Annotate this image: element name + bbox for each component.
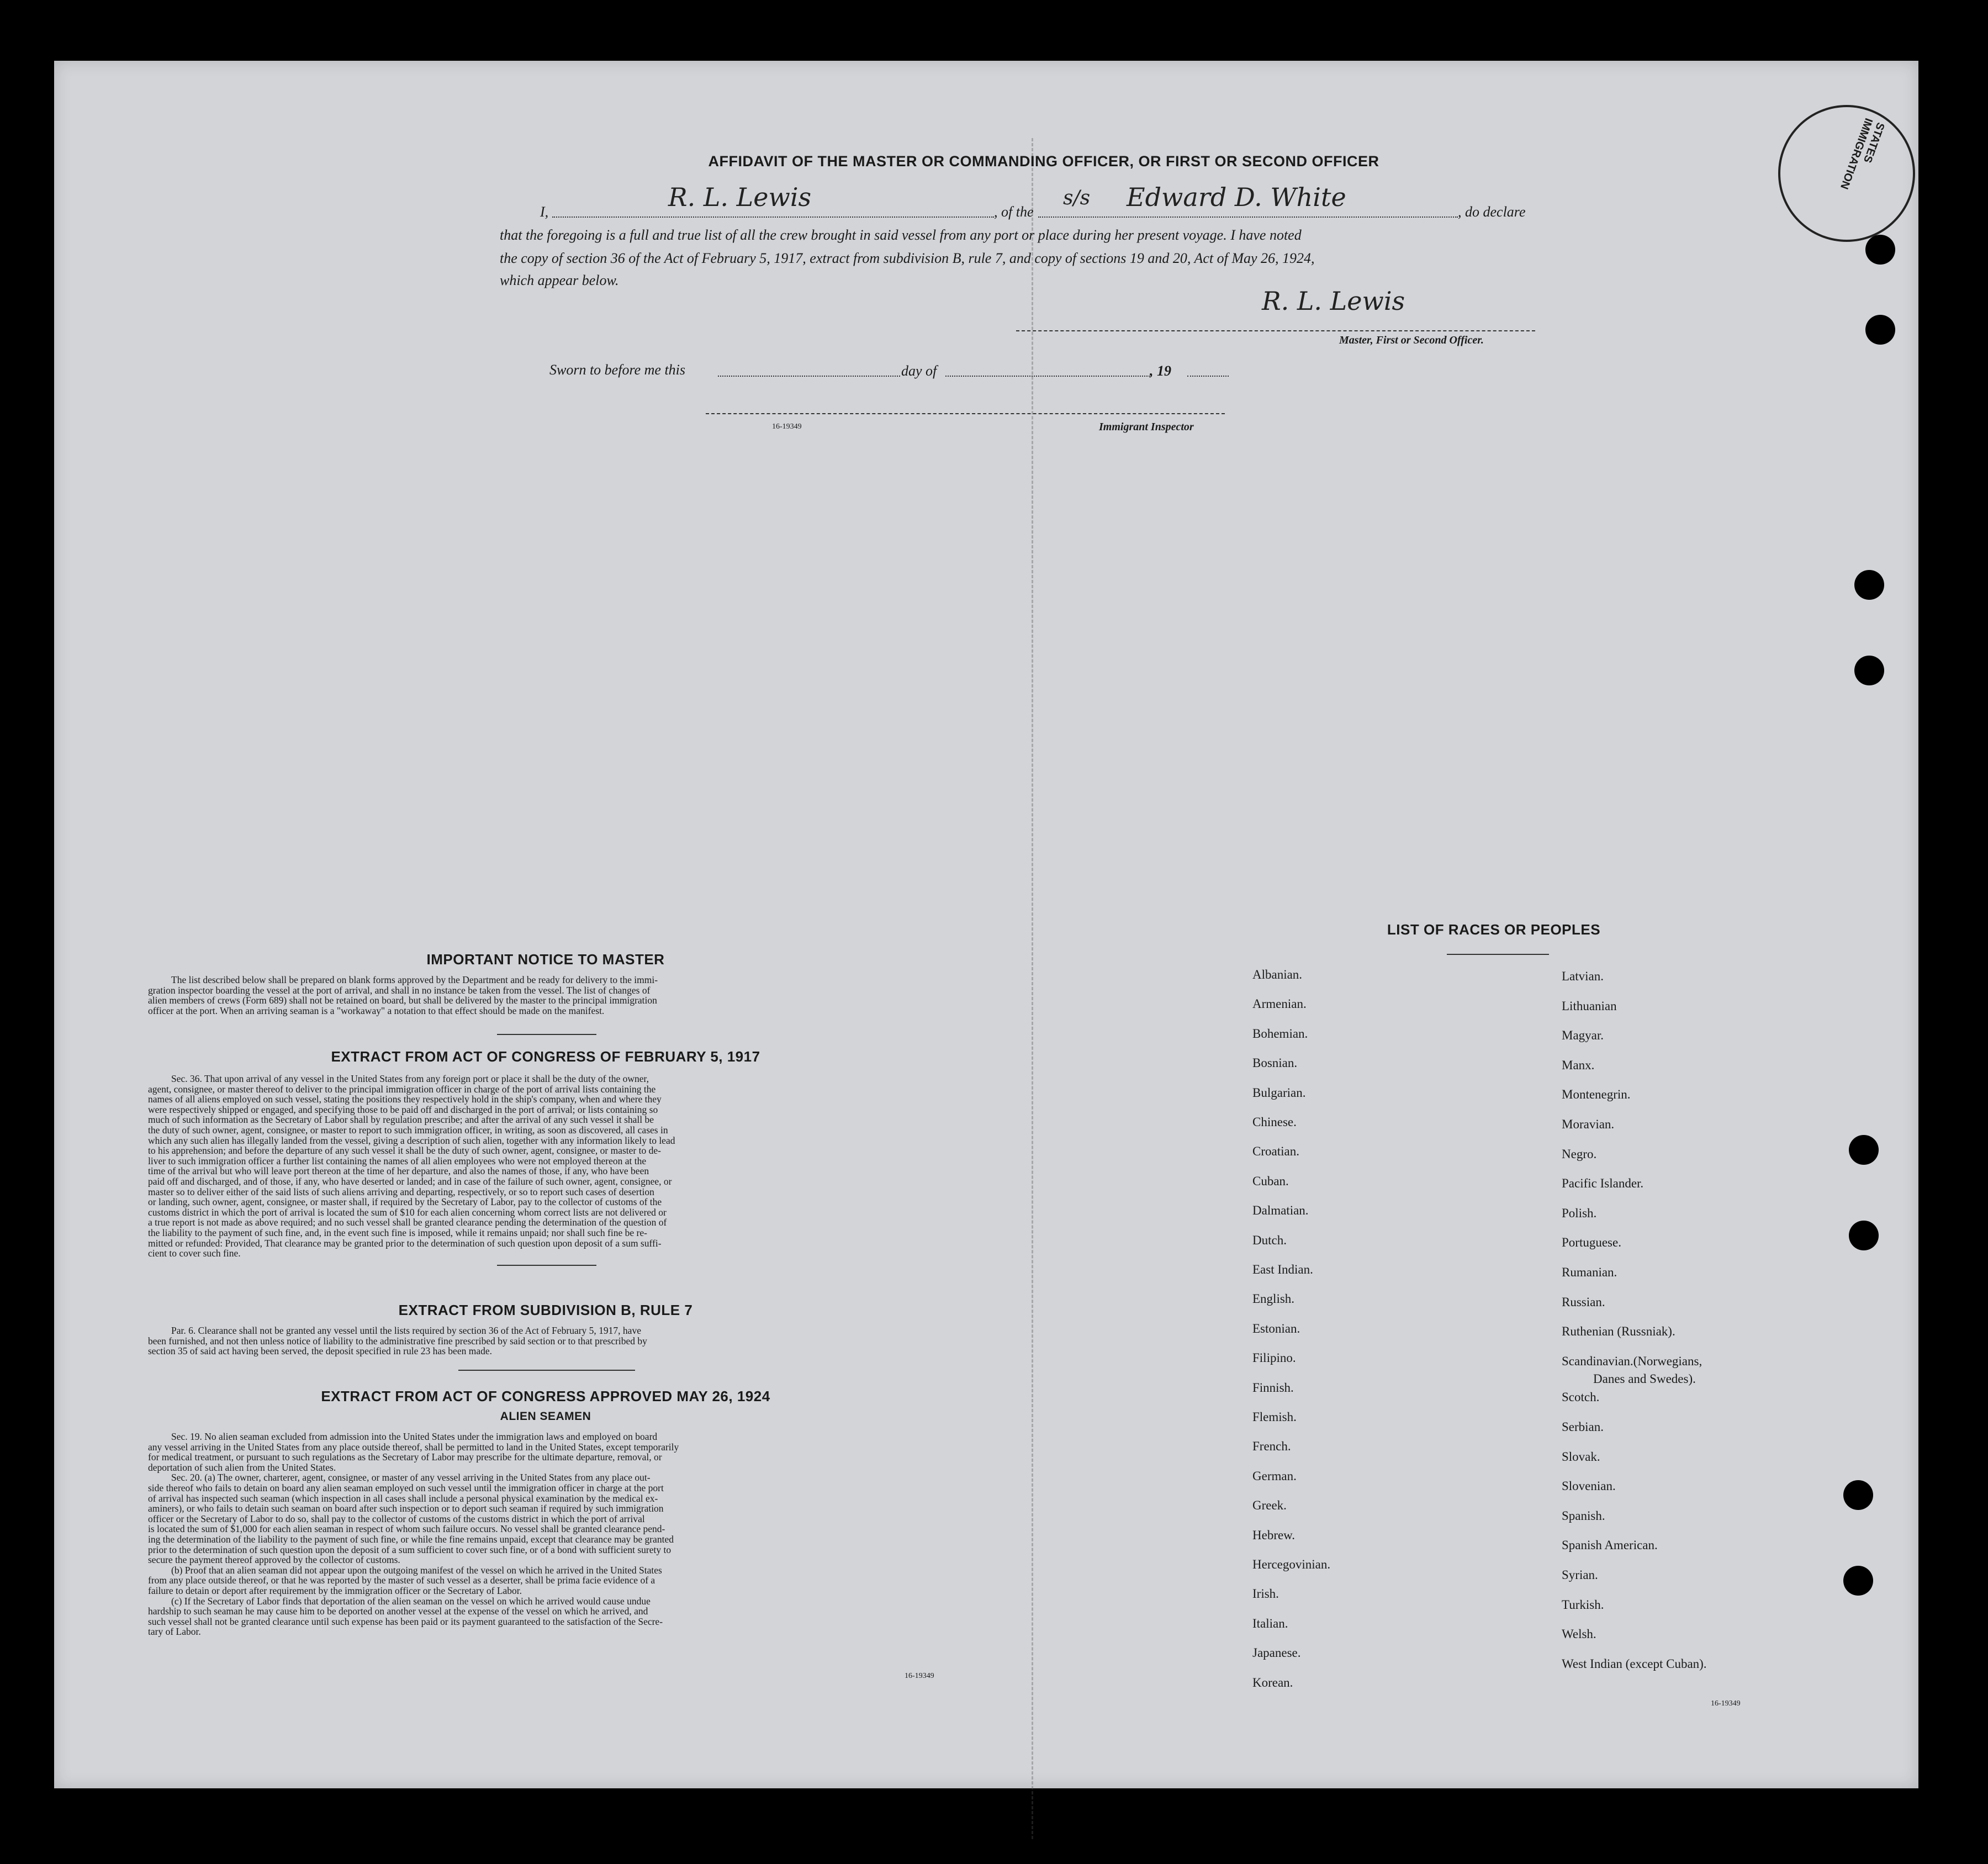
- inspector-caption: Immigrant Inspector: [1099, 421, 1194, 433]
- vessel-name: Edward D. White: [1127, 182, 1346, 212]
- notice-line: alien members of crews (Form 689) shall not be retained on board, but shall be delivered by the master to the principal immigration: [148, 995, 657, 1006]
- race-item: Pacific Islander.: [1562, 1176, 1644, 1191]
- extract1917-line: time of the arrival but who will leave port thereon at the time of her departure, and also the names of those, if any, who have been: [148, 1165, 649, 1177]
- affidavit-body-line-2: the copy of section 36 of the Act of February 5, 1917, extract from subdivision B, rule 7, and copy of sections 19 and 20, Act of May 26, 1924,: [500, 250, 1315, 266]
- sworn-year-line: [1187, 376, 1229, 377]
- race-item: English.: [1252, 1292, 1295, 1306]
- race-item: Hercegovinian.: [1252, 1557, 1331, 1571]
- race-item: Latvian.: [1562, 969, 1604, 983]
- race-item: Spanish.: [1562, 1508, 1605, 1523]
- race-item: Bosnian.: [1252, 1056, 1298, 1070]
- affidavit-i-label: I,: [540, 204, 549, 220]
- notice-title: IMPORTANT NOTICE TO MASTER: [426, 951, 665, 968]
- race-item: Albanian.: [1252, 968, 1303, 981]
- punch-hole: [1865, 315, 1895, 345]
- race-item: Manx.: [1562, 1058, 1595, 1072]
- officer-caption: Master, First or Second Officer.: [1339, 334, 1484, 346]
- extract1917-line: master so to deliver either of the said lists of such aliens arriving and departing, respectively, or so to report such cases of desertion: [148, 1186, 654, 1197]
- immigration-stamp: [1778, 105, 1915, 242]
- officer-signature-line: [1016, 330, 1535, 331]
- punch-hole: [1854, 656, 1884, 685]
- extract1917-line: names of all aliens employed on such vessel, stating the positions they respectively hold in the ship's company, when and where they: [148, 1094, 662, 1105]
- race-item: Irish.: [1252, 1587, 1279, 1601]
- extract1924-line: from any place outside thereof, or that he was reported by the master of such vessel as a deserter, shall be prima facie evidence of a: [148, 1575, 655, 1586]
- race-item-continuation: Danes and Swedes).: [1593, 1372, 1696, 1386]
- race-item: Greek.: [1252, 1498, 1287, 1513]
- extract-1917-title: EXTRACT FROM ACT OF CONGRESS OF FEBRUARY 5, 1917: [331, 1048, 760, 1065]
- punch-hole: [1843, 1566, 1873, 1596]
- race-item: Japanese.: [1252, 1646, 1301, 1660]
- race-item: Dalmatian.: [1252, 1203, 1309, 1218]
- sworn-month-line: [945, 376, 1150, 377]
- race-item: Bohemian.: [1252, 1026, 1308, 1041]
- affidavit-form-number: 16-19349: [772, 423, 802, 431]
- extract1924-line: Sec. 19. No alien seaman excluded from admission into the United States under the immigration laws and employed on board: [171, 1431, 658, 1442]
- race-item: Chinese.: [1252, 1115, 1297, 1129]
- affidavit-title: AFFIDAVIT OF THE MASTER OR COMMANDING OFFICER, OR FIRST OR SECOND OFFICER: [708, 153, 1379, 170]
- extract1917-line: which any such alien has illegally landed from the vessel, giving a description of such alien, together with any information likely to lead: [148, 1134, 675, 1146]
- divider: [497, 1034, 596, 1035]
- extract1924-line: hardship to such seaman he may cause him to be deported on another vessel at the expense of the vessel on which he arrived, and: [148, 1606, 648, 1617]
- race-item: Serbian.: [1562, 1420, 1604, 1434]
- extract-rule7-body: [148, 1326, 943, 1356]
- race-item: Armenian.: [1252, 997, 1307, 1011]
- extract1924-line: secure the payment thereof approved by the collector of customs.: [148, 1554, 400, 1566]
- race-item: Cuban.: [1252, 1174, 1289, 1188]
- race-item: Moravian.: [1562, 1117, 1615, 1131]
- notice-line: gration inspector boarding the vessel at the port of arrival, and shall in no instance be taken from the vessel. The list of changes of: [148, 984, 651, 996]
- extract1917-line: liver to such immigration officer a further list containing the names of all alien employees who were not employed thereon at the: [148, 1155, 647, 1166]
- race-item: Scandinavian.(Norwegians,: [1562, 1354, 1703, 1368]
- race-item: Negro.: [1562, 1147, 1597, 1161]
- extract1924-line: failure to detain or deport after requirement by the immigration officer or the Secretary of Labor.: [148, 1585, 522, 1596]
- races-form-number: 16-19349: [1711, 1699, 1741, 1708]
- vessel-prefix: s/s: [1063, 187, 1091, 209]
- extract1917-line: a true report is not made as above required; and no such vessel shall be granted clearance pending the determination of the question of: [148, 1217, 667, 1228]
- divider: [1447, 954, 1549, 955]
- extract1924-line: aminers), or who fails to detain such seaman on board after such inspection or to deport such seaman if required by such immigration: [148, 1503, 664, 1514]
- extract1924-line: deportation of such alien from the United States.: [148, 1461, 336, 1473]
- race-item: Spanish American.: [1562, 1538, 1658, 1553]
- race-item: Croatian.: [1252, 1144, 1299, 1159]
- race-item: East Indian.: [1252, 1263, 1313, 1276]
- extract1917-line: to his apprehension; and before the departure of any such vessel it shall be the duty of such owner, agent, consignee, or master to de-: [148, 1145, 661, 1157]
- extractRule7-line: Par. 6. Clearance shall not be granted any vessel until the lists required by section 36 of the Act of February 5, 1917, have: [171, 1325, 641, 1336]
- race-item: Ruthenian (Russniak).: [1562, 1324, 1675, 1339]
- race-item: Magyar.: [1562, 1028, 1604, 1043]
- sworn-day-line: [718, 376, 900, 377]
- notice-line: officer at the port. When an arriving seaman is a "workaway" a notation to that effect should be made on the manifest.: [148, 1005, 605, 1016]
- race-item: Rumanian.: [1562, 1265, 1617, 1279]
- race-item: Montenegrin.: [1562, 1087, 1631, 1102]
- extract-rule7-title: EXTRACT FROM SUBDIVISION B, RULE 7: [398, 1302, 693, 1318]
- divider: [497, 1265, 596, 1266]
- extract1924-line: prior to the determination of such question upon the deposit of a sum sufficient to cover such fine, or of a bond with sufficient surety to: [148, 1544, 672, 1555]
- race-item: Hebrew.: [1252, 1528, 1296, 1542]
- of-the-label: , of the: [994, 204, 1034, 220]
- race-item: Bulgarian.: [1252, 1085, 1306, 1100]
- race-item: French.: [1252, 1439, 1291, 1454]
- race-item: Slovak.: [1562, 1449, 1600, 1464]
- race-item: West Indian (except Cuban).: [1562, 1656, 1707, 1671]
- center-fold: [1032, 138, 1035, 1839]
- affidavit-body-line-3: which appear below.: [500, 272, 619, 288]
- extract1917-line: were respectively shipped or engaged, and specifying those to be paid off and discharged in the port of arrival; or lists containing so: [148, 1103, 658, 1115]
- extract1924-line: (b) Proof that an alien seaman did not appear upon the outgoing manifest of the vessel on which he arrived in the United States: [171, 1564, 662, 1576]
- race-item: Dutch.: [1252, 1233, 1287, 1247]
- extract1917-line: the duty of such owner, agent, consignee, or master to report to such immigration officer, in writing, as soon as discovered, all cases in: [148, 1124, 668, 1136]
- race-item: German.: [1252, 1469, 1297, 1483]
- officer-signature: R. L. Lewis: [1262, 286, 1405, 316]
- extract1924-line: Sec. 20. (a) The owner, charterer, agent, consignee, or master of any vessel arriving in the United States from any place out-: [171, 1472, 651, 1483]
- extract1924-line: is located the sum of $1,000 for each alien seaman in respect of whom such failure occurs. No vessel shall be granted clearance pend-: [148, 1523, 665, 1535]
- race-item: Welsh.: [1562, 1627, 1596, 1641]
- race-item: Lithuanian: [1562, 999, 1617, 1013]
- notice-body: [148, 975, 943, 1016]
- race-item: Polish.: [1562, 1206, 1597, 1220]
- extract1924-line: (c) If the Secretary of Labor finds that deportation of the alien seaman on the vessel on which he arrived would cause undue: [171, 1595, 651, 1607]
- race-item: Portuguese.: [1562, 1235, 1621, 1250]
- punch-hole: [1849, 1135, 1879, 1165]
- extract1917-line: paid off and discharged, and of those, if any, who have deserted or landed; and in case of the failure of such owner, agent, consignee, or: [148, 1175, 672, 1187]
- extract-1924-title: EXTRACT FROM ACT OF CONGRESS APPROVED MAY 26, 1924: [321, 1388, 770, 1404]
- extract1924-line: ing the determination of the liability to the payment of such fine, or while the fine remains unpaid, except that clearance may be granted: [148, 1533, 674, 1545]
- punch-hole: [1849, 1221, 1879, 1250]
- extract1924-line: such vessel shall not be granted clearance until such expense has been paid or its payment guaranteed to the satisfaction of the Secre-: [148, 1615, 663, 1627]
- extract1917-line: agent, consignee, or master thereof to deliver to the principal immigration officer in charge of the port of arrival lists containing the: [148, 1083, 656, 1095]
- extract-1917-body: [148, 1074, 943, 1259]
- year-label: , 19: [1150, 363, 1171, 379]
- do-declare-label: , do declare: [1458, 204, 1526, 220]
- race-item: Italian.: [1252, 1616, 1288, 1630]
- extract1917-line: Sec. 36. That upon arrival of any vessel in the United States from any foreign port or place it shall be the duty of the owner,: [171, 1073, 649, 1084]
- extract1917-line: customs district in which the port of arrival is located the sum of $10 for each alien concerning whom correct lists are not delivered or: [148, 1206, 667, 1218]
- punch-hole: [1865, 235, 1895, 265]
- extract1917-line: mitted or refunded: Provided, That clearance may be granted prior to the determination of such question upon deposit of a sum suffi-: [148, 1237, 662, 1249]
- race-item: Syrian.: [1562, 1568, 1598, 1582]
- race-item: Flemish.: [1252, 1410, 1297, 1424]
- race-item: Russian.: [1562, 1295, 1605, 1309]
- extract-1924-form-number: 16-19349: [905, 1672, 934, 1680]
- master-name-signature: R. L. Lewis: [668, 182, 812, 212]
- extract1924-line: for medical treatment, or pursuant to such regulations as the Secretary of Labor may prescribe for the ultimate departure, removal, or: [148, 1451, 662, 1463]
- race-item: Korean.: [1252, 1675, 1293, 1689]
- race-item: Turkish.: [1562, 1597, 1604, 1612]
- punch-hole: [1854, 570, 1884, 600]
- race-item: Finnish.: [1252, 1380, 1294, 1395]
- extract1924-line: officer or the Secretary of Labor to do so, shall pay to the collector of customs of the customs district in which the port of arrival: [148, 1513, 645, 1524]
- race-item: Estonian.: [1252, 1321, 1300, 1335]
- extract-1924-body: [148, 1432, 943, 1637]
- day-of-label: day of: [901, 363, 937, 379]
- stamp-text: STATES IMMIGRATION: [1838, 116, 1887, 191]
- extract-1924-subtitle: ALIEN SEAMEN: [500, 1410, 591, 1423]
- name-line: [552, 217, 994, 218]
- extractRule7-line: section 35 of said act having been served, the deposit specified in rule 23 has been made.: [148, 1345, 492, 1357]
- extract1917-line: the liability to the payment of such fine, and, in the event such fine is imposed, while it remains unpaid; nor shall such fine be re-: [148, 1227, 647, 1238]
- sworn-label: Sworn to before me this: [549, 362, 686, 378]
- vessel-line: [1038, 217, 1458, 218]
- extract1924-line: tary of Labor.: [148, 1626, 201, 1638]
- affidavit-body-line-1: that the foregoing is a full and true list of all the crew brought in said vessel from any port or place during her present voyage. I have noted: [500, 227, 1302, 243]
- extract1917-line: much of such information as the Secretary of Labor shall by regulation prescribe; and after the arrival of any such vessel it shall be: [148, 1114, 654, 1126]
- extract1924-line: any vessel arriving in the United States from any place outside thereof, shall be permitted to land in the United States, except temporarily: [148, 1441, 679, 1453]
- notice-line: The list described below shall be prepared on blank forms approved by the Department and be ready for delivery to the immi-: [171, 974, 658, 985]
- divider: [458, 1370, 635, 1371]
- inspector-signature-line: [706, 413, 1225, 414]
- extract1924-line: side thereof who fails to detain on board any alien seaman employed on such vessel until the immigration officer in charge at the port: [148, 1482, 664, 1493]
- race-item: Slovenian.: [1562, 1479, 1616, 1493]
- extract1917-line: or landing, such owner, agent, consignee, or master shall, if required by the Secretary of Labor, pay to the collector of customs of the: [148, 1196, 662, 1208]
- race-item: Scotch.: [1562, 1390, 1600, 1404]
- extract1924-line: of arrival has inspected such seaman (which inspection in all cases shall include a personal physical examination by the medical ex-: [148, 1492, 658, 1504]
- extractRule7-line: been furnished, and not then unless notice of liability to the administrative fine prescribed by said section or to that prescribed by: [148, 1335, 647, 1346]
- extract1917-line: cient to cover such fine.: [148, 1248, 241, 1259]
- races-title: LIST OF RACES OR PEOPLES: [1387, 921, 1601, 938]
- punch-hole: [1843, 1480, 1873, 1510]
- race-item: Filipino.: [1252, 1351, 1296, 1365]
